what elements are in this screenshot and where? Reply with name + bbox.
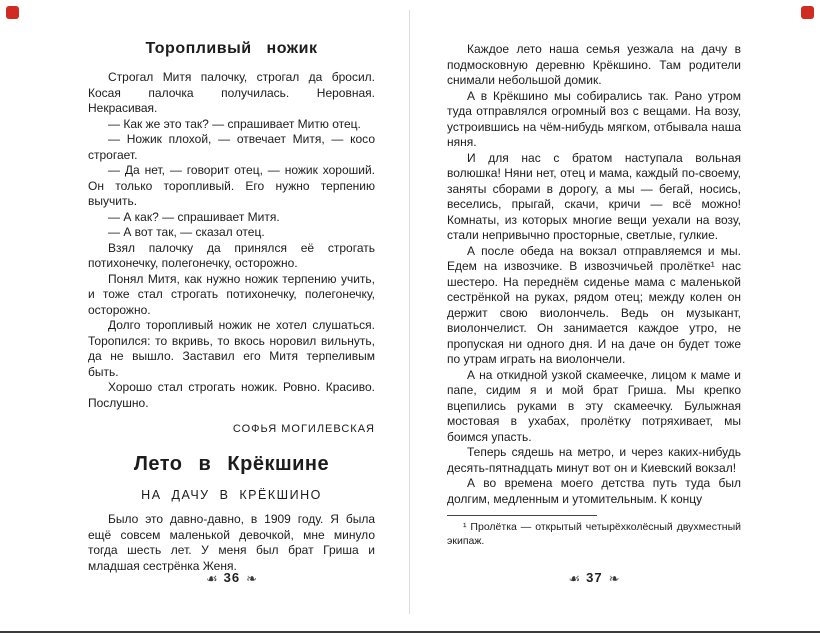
story-paragraph-dialogue: — Да нет, — говорит отец, — ножик хороший. Он только торопливый. Его нужно терпению выучить. — [88, 163, 375, 208]
page-number: 36 — [223, 570, 241, 585]
story-paragraph: И для нас с братом наступала вольная волюшка! Няни нет, отец и мама, каждый по-своему, заняты сборами в дорогу, а мы — бегай, носись, веселись, прыгай, скачи, кричи — всё можно! Комнаты, из которых многие вещи уехали на возу, стали непривычно просторные, светлые, гулкие. — [447, 150, 741, 242]
next-story-subtitle: НА ДАЧУ В КРЁКШИНО — [141, 488, 322, 502]
story-paragraph: А после обеда на вокзал отправляемся и мы. Едем на извозчике. В извозчичьей пролётке¹ нас шестеро. На переднём сиденье мама с маленькой сестрёнкой на руках, рядом отец; между колен он держит свою виолончель. Ведь он музыкант, виолончелист. Он занимается каждое утро, не пропуская ни одного дня. И на даче он будет тоже по утрам играть на виолончели. — [447, 243, 741, 366]
story-title: Торопливый ножик — [145, 40, 318, 57]
page-footer-right — [410, 570, 820, 586]
flourish-left-icon: ☙ — [568, 571, 581, 586]
flourish-left-icon: ☙ — [205, 571, 218, 586]
story-paragraph: Хорошо стал строгать ножик. Ровно. Красиво. Послушно. — [88, 380, 375, 410]
page-number: 37 — [586, 570, 603, 585]
story-paragraph: Строгал Митя палочку, строгал да бросил. Косая палочка получилась. Неровная. Некрасивая. — [88, 70, 375, 115]
footnote-rule — [447, 515, 597, 516]
story-paragraph-dialogue: — Ножик плохой, — отвечает Митя, — косо строгает. — [88, 132, 375, 162]
story-paragraph: А в Крёкшино мы собирались так. Рано утром туда отправлялся огромный воз с вещами. На возу, устроившись на чём-нибудь мягком, отбывала наша няня. — [447, 88, 741, 149]
story-paragraph: Взял палочку да принялся её строгать потихонечку, полегонечку, осторожно. — [88, 240, 375, 270]
story-paragraph: Долго торопливый ножик не хотел слушаться. Торопился: то вкривь, то вкось норовил вильнуть, да не вышло. Заставил его Митя терпеливым быть. — [88, 318, 375, 379]
story-paragraph: Каждое лето наша семья уезжала на дачу в подмосковную деревню Крёкшино. Там родители снимали небольшой домик. — [447, 42, 741, 87]
story-paragraph: Теперь сядешь на метро, и через каких-нибудь десять-пятнадцать минут вот он и Киевский вокзал! — [447, 445, 741, 475]
story-paragraph: А во времена моего детства путь туда был долгим, медленным и утомительным. К концу — [447, 476, 741, 506]
story-paragraph: А на откидной узкой скамеечке, лицом к маме и папе, сидим я и мой брат Гриша. Мы крепко вцепились руками в эту скамеечку. Булыжная мостовая в ухабах, пролётку потряхивает, мы боимся упасть. — [447, 367, 741, 444]
story-paragraph: Понял Митя, как нужно ножик терпению учить, и тоже стал строгать потихонечку, полегонечку, осторожно. — [88, 271, 375, 317]
page-right — [410, 0, 820, 636]
story-paragraph: Было это давно-давно, в 1909 году. Я была ещё совсем маленькой девочкой, мне минуло тогда шесть лет. У меня был брат Гриша и младшая сестрёнка Женя. — [88, 512, 375, 573]
story-paragraph-dialogue: — А вот так, — сказал отец. — [108, 225, 265, 239]
flourish-right-icon: ❧ — [608, 571, 620, 586]
author-name: СОФЬЯ МОГИЛЕВСКАЯ — [232, 423, 375, 435]
page-footer-left — [0, 570, 410, 586]
next-story-title: Лето в Крёкшине — [133, 453, 330, 475]
story-paragraph-dialogue: — Как же это так? — спрашивает Митю отец. — [108, 116, 361, 131]
story-paragraph-dialogue: — А как? — спрашивает Митя. — [108, 209, 280, 224]
flourish-right-icon: ❧ — [246, 571, 258, 586]
footnote-text: ¹ Пролётка — открытый четырёхколёсный двухместный экипаж. — [447, 521, 741, 547]
footnote-block — [447, 515, 741, 548]
